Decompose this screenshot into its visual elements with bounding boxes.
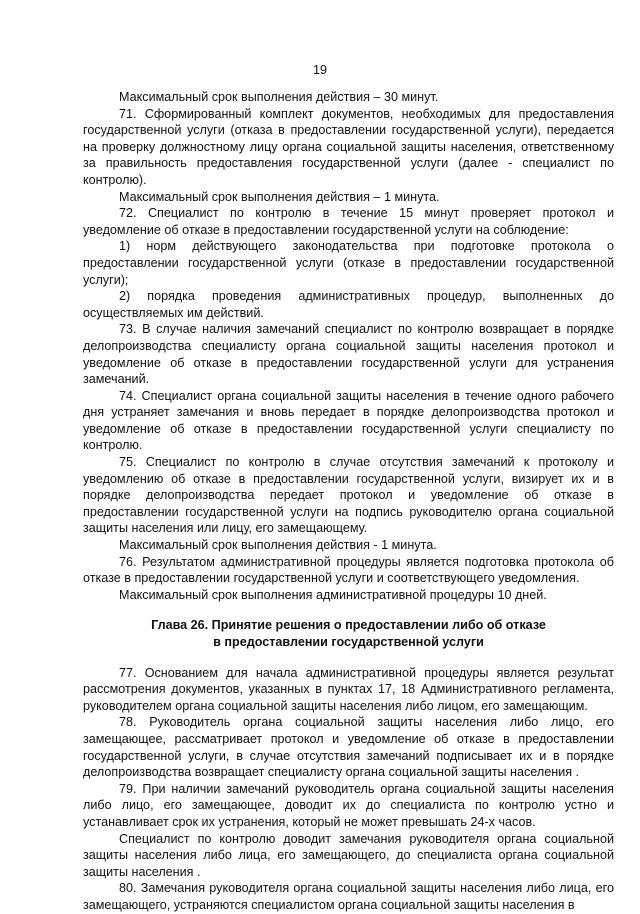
paragraph: 78. Руководитель органа социальной защиты населения либо лицо, его замещающее, рассматривает протокол и уведомление об отказе в предоставлении государственной услуги, в случае отсутствия замечаний подписывает их и в порядке делопроизводства возвращает специалисту органа социальной защиты населения .: [83, 715, 614, 780]
paragraph: 75. Специалист по контролю в случае отсутствия замечаний к протоколу и уведомлению об отказе в предоставлении государственной услуги, визирует их и в порядке делопроизводства передает протокол и уведомление об отказе в предоставлении государственной услуги на подпись руководителю органа социальной защиты населения или лицу, его замещающему.: [83, 455, 614, 536]
paragraph: Максимальный срок выполнения действия – 1 минута.: [119, 189, 440, 204]
chapter-heading: [83, 617, 614, 650]
page-number: 19: [312, 63, 327, 77]
paragraph: 73. В случае наличия замечаний специалист по контролю возвращает в порядке делопроизводства специалисту органа социальной защиты населения протокол и уведомление об отказе в предоставлении государственной услуги для устранения замечаний.: [83, 322, 614, 387]
paragraph: 76. Результатом административной процедуры является подготовка протокола об отказе в предоставлении государственной услуги и соответствующего уведомления.: [83, 554, 614, 586]
paragraph: 2) порядка проведения административных процедур, выполненных до осуществляемых им действий.: [83, 289, 614, 320]
chapter-heading-line: Глава 26. Принятие решения о предоставлении либо об отказе: [151, 618, 546, 633]
paragraph: Максимальный срок выполнения действия - 1 минута.: [119, 538, 437, 553]
paragraph: Максимальный срок выполнения действия – 30 минут.: [119, 90, 439, 104]
paragraph: 1) норм действующего законодательства при подготовке протокола о предоставлении государственной услуги (отказе в предоставлении государственной услуги);: [83, 239, 614, 287]
paragraph: 74. Специалист органа социальной защиты населения в течение одного рабочего дня устраняет замечания и вновь передает в порядке делопроизводства протокол и уведомление об отказе в предоставлении государственной услуги специалисту по контролю.: [83, 388, 614, 453]
chapter-heading-line: в предоставлении государственной услуги: [213, 635, 484, 649]
paragraph: 77. Основанием для начала административной процедуры является результат рассмотрения документов, указанных в пунктах 17, 18 Административного регламента, руководителем органа социальной защиты населения либо лицом, его замещающим.: [83, 665, 614, 713]
paragraph: Максимальный срок выполнения административной процедуры 10 дней.: [119, 587, 547, 602]
paragraph: 71. Сформированный комплект документов, необходимых для предоставления государственной услуги (отказа в предоставлении государственной услуги), передается на проверку должностному лицу органа социальной защиты населения, ответственному за правильность предоставления государственной услуги (далее - специалист по контролю).: [83, 106, 614, 187]
paragraph: 80. Замечания руководителя органа социальной защиты населения либо лица, его замещающего, устраняются специалистом органа социальной защиты населения в: [83, 881, 614, 912]
paragraph: Специалист по контролю доводит замечания руководителя органа социальной защиты населения либо лица, его замещающего, до специалиста органа социальной защиты населения .: [83, 831, 614, 879]
document-body: [83, 89, 614, 914]
paragraph: 79. При наличии замечаний руководитель органа социальной защиты населения либо лицо, его замещающее, доводит их до специалиста по контролю устно и устанавливает срок их устранения, который не может превышать 24-х часов.: [83, 781, 614, 829]
paragraph: 72. Специалист по контролю в течение 15 минут проверяет протокол и уведомление об отказе в предоставлении государственной услуги на соблюдение:: [83, 206, 614, 237]
